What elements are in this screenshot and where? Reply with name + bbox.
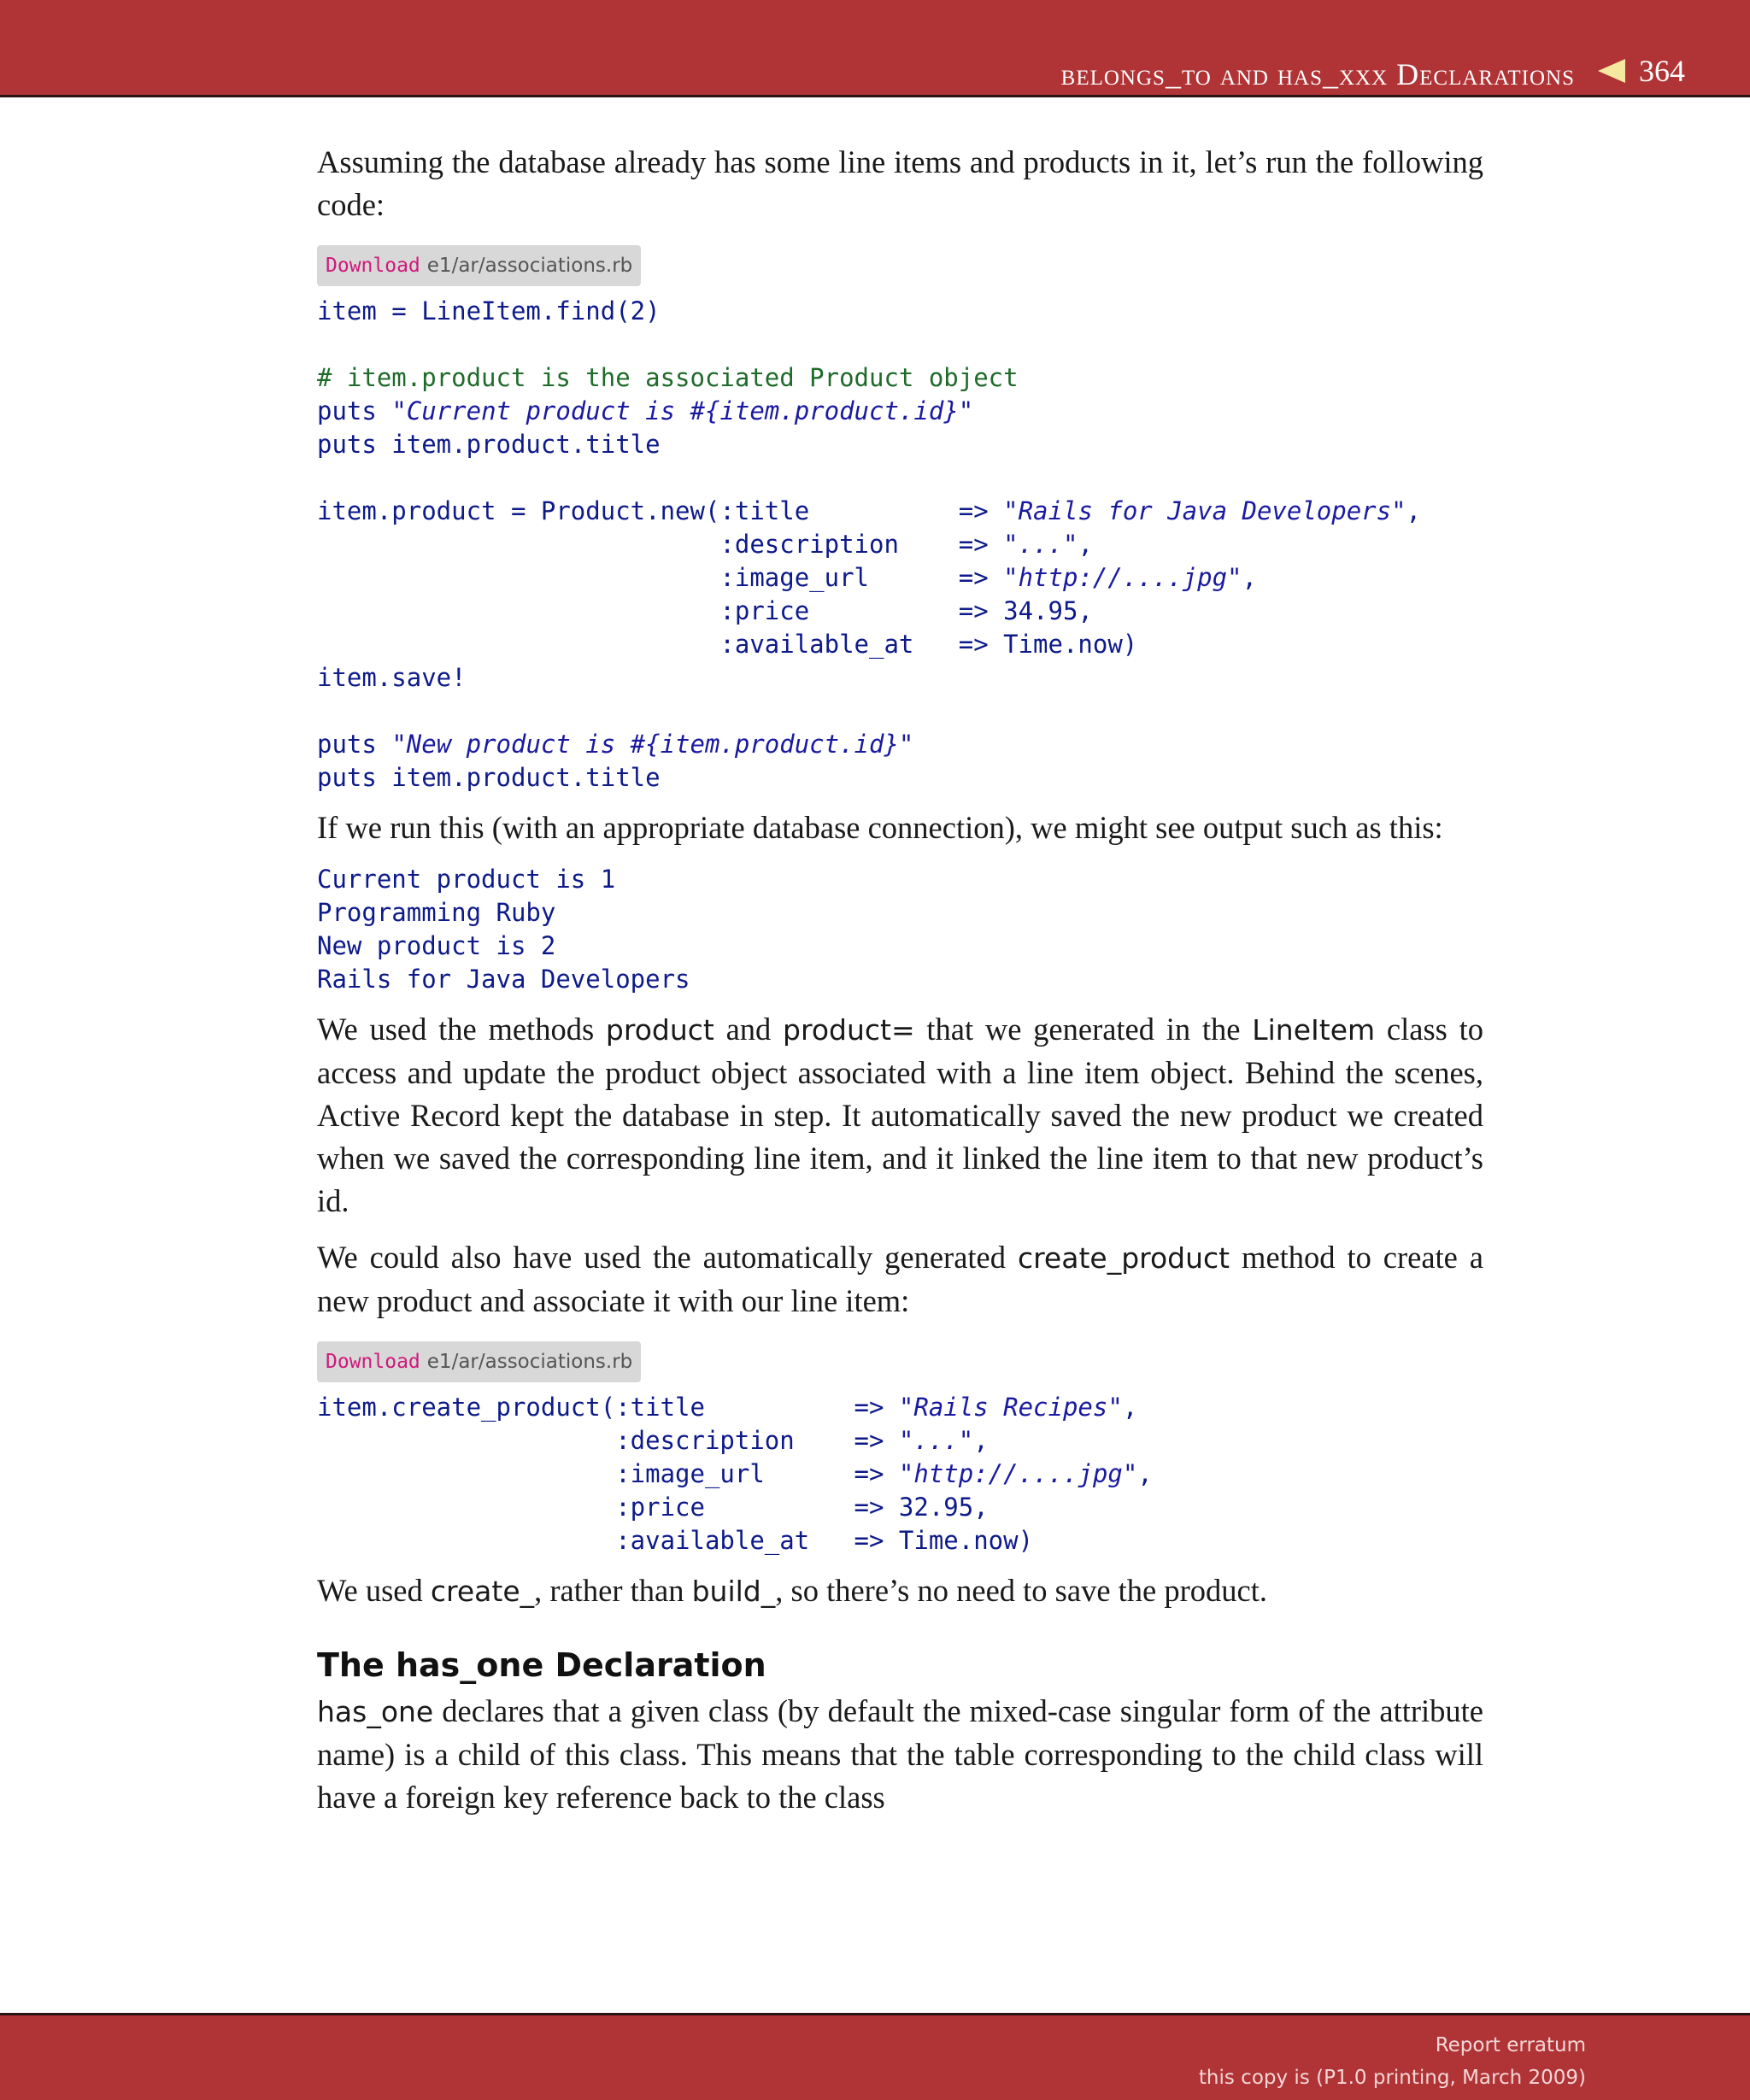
- page-number: 364: [1639, 54, 1685, 88]
- download-path[interactable]: e1/ar/associations.rb: [426, 255, 633, 277]
- page-content: [317, 141, 1483, 1833]
- page-footer: [0, 2013, 1750, 2100]
- inline-code: LineItem: [1252, 1013, 1376, 1047]
- output-block: Current product is 1 Programming Ruby New product is 2 Rails for Java Developers: [317, 865, 690, 994]
- paragraph-create-vs-build: We used create_, rather than build_, so there’s no need to save the product.: [317, 1573, 1267, 1608]
- inline-code: create_: [430, 1575, 535, 1608]
- section-heading: The has_one Declaration: [317, 1646, 766, 1684]
- inline-code: create_product: [1017, 1241, 1230, 1275]
- inline-code: product=: [783, 1013, 915, 1047]
- download-badge-1[interactable]: [317, 245, 641, 286]
- report-erratum-link[interactable]: Report erratum: [1435, 2034, 1586, 2056]
- code-comment: # item.product is the associated Product object: [317, 363, 1019, 392]
- paragraph-methods: We used the methods product and product= that we generated in the LineItem class to access and update the product object associated with a line item object. Behind the scenes, Active Record kept the database in step. It automatically saved the new product we created when we saved the corresponding line item, and it linked the line item to that new product’s id.: [317, 1012, 1483, 1218]
- inline-code: product: [605, 1013, 714, 1047]
- download-path[interactable]: e1/ar/associations.rb: [426, 1351, 633, 1373]
- inline-code: build_: [691, 1575, 776, 1608]
- download-link[interactable]: Download: [326, 1351, 420, 1373]
- paragraph-has-one: has_one declares that a given class (by default the mixed-case singular form of the attribute name) is a child of this class. This means that the table corresponding to the child class will have a foreign key reference back to the class: [317, 1693, 1483, 1815]
- code-block-2: item.create_product(:title => "Rails Recipes", :description => "...", :image_url => "http://....jpg", :price => 32.95, :available_at => Time.now): [317, 1393, 1153, 1555]
- download-link[interactable]: Download: [326, 255, 420, 277]
- inline-code: has_one: [317, 1695, 434, 1728]
- paragraph-intro: Assuming the database already has some line items and products in it, let’s run the following code:: [317, 144, 1483, 222]
- code-block-1: item = LineItem.find(2) # item.product is the associated Product object puts "Current product is #{item.product.id}" puts item.product.title item.product = Product.new(:title => "Rails for Java Developers", :description => "...", :image_url => "http://....jpg", :price => 34.95, :available_at => Time.now) item.save! puts "New product is #{item.product.id}" puts item.product.title: [317, 296, 1422, 792]
- previous-page-triangle-icon[interactable]: [1598, 59, 1625, 83]
- paragraph-create-product: We could also have used the automatically generated create_product method to create a new product and associate it with our line item:: [317, 1240, 1484, 1318]
- page-header: [0, 0, 1750, 97]
- download-badge-2[interactable]: [317, 1341, 641, 1382]
- running-head: belongs_to and has_xxx Declarations: [1060, 57, 1575, 91]
- copy-info: this copy is (P1.0 printing, March 2009): [1198, 2067, 1586, 2089]
- paragraph-output-intro: If we run this (with an appropriate database connection), we might see output such as this:: [317, 810, 1443, 845]
